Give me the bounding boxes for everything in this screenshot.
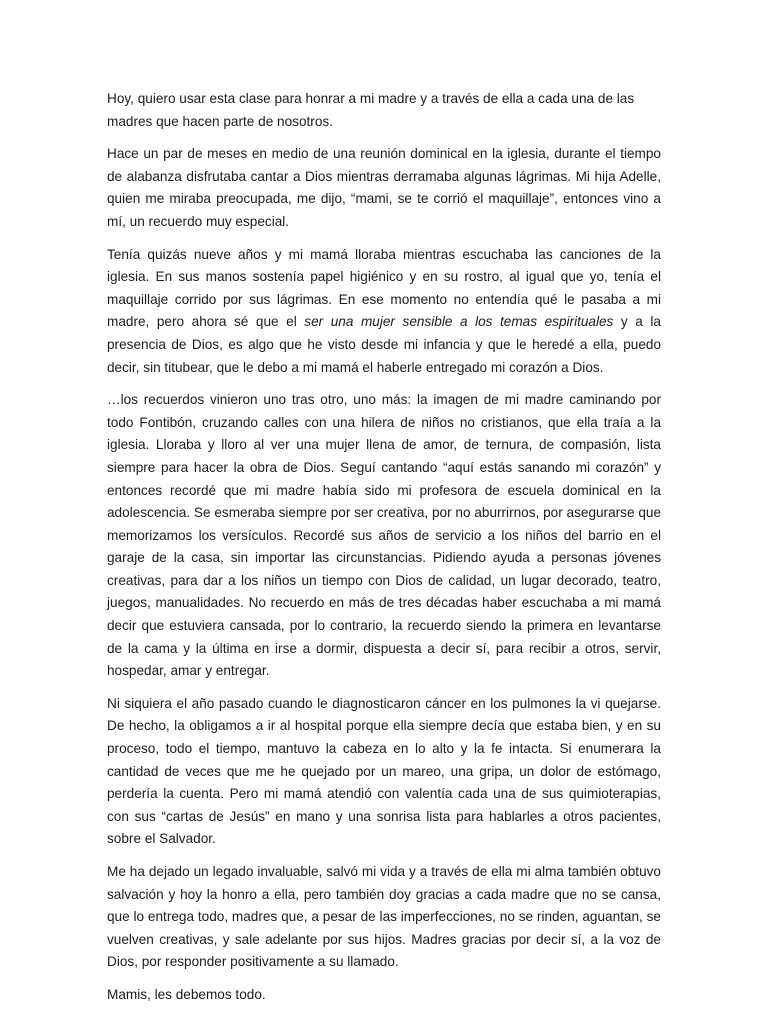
paragraph-sunday-meeting: Hace un par de meses en medio de una reunión dominical en la iglesia, durante el tiempo de alabanza disfrutaba cantar a Dios mientras derramaba algunas lágrimas. Mi hija Adelle, quien me miraba preocupada, me dijo, “mami, se te corrió el maquillaje”, entonces vino a mí, un recuerdo muy especial. bbox=[107, 146, 661, 229]
paragraph-closing: Mamis, les debemos todo. bbox=[107, 986, 266, 1002]
paragraph-text: y a la presencia de Dios, es algo que he visto desde mi infancia y que le heredé a ella, puedo decir, sin titubear, que le debo a mi mamá el haberle entregado mi corazón a Dios. bbox=[107, 314, 661, 375]
document-page bbox=[107, 88, 661, 1017]
paragraph-illness: Ni siquiera el año pasado cuando le diagnosticaron cáncer en los pulmones la vi quejarse. De hecho, la obligamos a ir al hospital porque ella siempre decía que estaba bien, y en su proceso, todo el tiempo, mantuvo la cabeza en lo alto y la fe intacta. Si enumerara la cantidad de veces que me he quejado por un mareo, una gripa, un dolor de estómago, perdería la cuenta. Pero mi mamá atendió con valentía cada una de sus quimioterapias, con sus “cartas de Jesús” en mano y una sonrisa lista para hablarles a otros pacientes, sobre el Salvador. bbox=[107, 695, 661, 847]
paragraph-memories: …los recuerdos vinieron uno tras otro, uno más: la imagen de mi madre caminando por todo Fontibón, cruzando calles con una hilera de niños no cristianos, que ella traía a la iglesia. Lloraba y lloro al ver una mujer llena de amor, de ternura, de compasión, lista siempre para hacer la obra de Dios. Seguí cantando “aquí estás sanando mi corazón” y entonces recordé que mi madre había sido mi profesora de escuela dominical en la adolescencia. Se esmeraba siempre por ser creativa, por no aburrirnos, por asegurarse que memorizamos los versículos. Recordé sus años de servicio a los niños del barrio en el garaje de la casa, sin importar las circunstancias. Pidiendo ayuda a personas jóvenes creativas, para dar a los niños un tiempo con Dios de calidad, un lugar decorado, teatro, juegos, manualidades. No recuerdo en más de tres décadas haber escuchaba a mi mamá decir que estuviera cansada, por lo contrario, la recuerdo siendo la primera en levantarse de la cama y la última en irse a dormir, dispuesta a decir sí, para recibir a otros, servir, hospedar, amar y entregar. bbox=[107, 392, 661, 679]
paragraph-legacy: Me ha dejado un legado invaluable, salvó mi vida y a través de ella mi alma también obtuvo salvación y hoy la honro a ella, pero también doy gracias a cada madre que no se cansa, que lo entrega todo, madres que, a pesar de las imperfecciones, no se rinden, aguantan, se vuelven creativas, y sale adelante por sus hijos. Madres gracias por decir sí, a la voz de Dios, por responder positivamente a su llamado. bbox=[107, 864, 661, 970]
paragraph-intro: Hoy, quiero usar esta clase para honrar a mi madre y a través de ella a cada una de las madres que hacen parte de nosotros. bbox=[107, 91, 635, 129]
paragraph-childhood-memory bbox=[107, 244, 661, 380]
italic-phrase: ser una mujer sensible a los temas espirituales bbox=[304, 314, 614, 330]
paragraph-text: Tenía quizás nueve años y mi mamá lloraba mientras escuchaba las canciones de la iglesia. En sus manos sostenía papel higiénico y en su rostro, al igual que yo, tenía el maquillaje corrido por sus lágrimas. En ese momento no entendía qué le pasaba a mi madre, pero ahora sé que el bbox=[107, 246, 661, 330]
